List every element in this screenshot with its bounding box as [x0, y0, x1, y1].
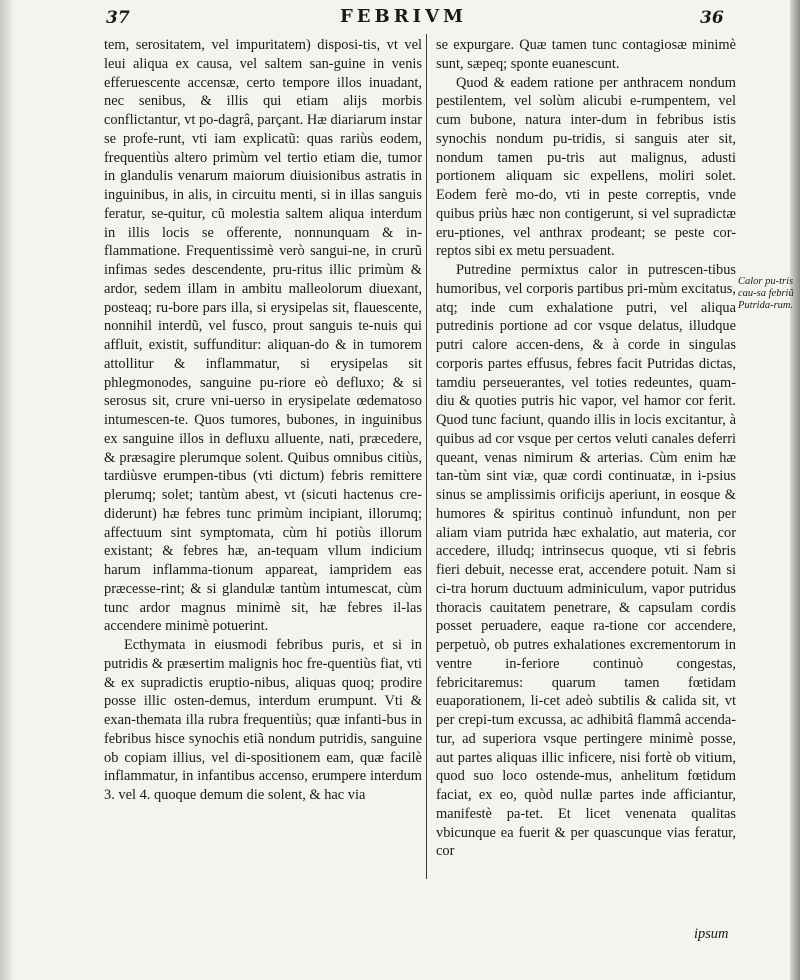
page-number-left: 37	[106, 8, 130, 28]
page-edge	[790, 0, 800, 980]
page-number-right: 36	[700, 8, 724, 28]
marginal-note: Calor pu-tris cau-sa febriũ Putrida-rum.	[738, 276, 794, 311]
running-title: FEBRIVM	[340, 6, 467, 27]
left-text-column	[104, 36, 422, 805]
paragraph: Quod & eadem ratione per anthracem nondum pestilentem, vel solùm alicubi e-rumpentem, vel cum bubone, natura inter-dum in febribus istis synochis nondum pu-tridis, si sanguis ater sit, nondum tamen pu-tris aut malignus, adusti portionem aliquam sic expellens, moliri solet. Eodem ferè mo-do, vti in peste correptis, vnde quibus priùs hæc non contigerunt, si vel supradictæ eru-ptiones, vel anthrax prodeant; se peste cor-reptos sibi ex metu persuadent.	[436, 74, 736, 260]
gutter-shadow	[0, 0, 14, 980]
paragraph: Ecthymata in eiusmodi febribus puris, et si in putridis & præsertim malignis hoc fre-quentiùs fiat, vti & ex supradictis eruptio-nibus, aliquas quoq; prodire posse illic osten-demus, interdum erumpunt. Vti & exan-themata illa rubra frequentiùs; quæ infanti-bus in febribus hisce synochis etiã nondum putridis, sanguine ob copiam illius, vel di-spositionem eam, quæ facilè inflammatur, in infantibus accenso, erumpere interdum 3. vel 4. quoque demum die solent, & hac via	[104, 637, 422, 803]
paragraph: se expurgare. Quæ tamen tunc contagiosæ minimè sunt, sæpeq; sponte euanescunt.	[436, 37, 736, 72]
right-text-column	[436, 36, 736, 861]
column-rule	[426, 34, 427, 879]
paragraph: tem, serositatem, vel impuritatem) disposi-tis, vt vel leui aliqua ex causa, vel saltem san-guine in venis efferuescente accensæ, certo tempore illos inuadant, nec senibus, & illis qui etiam alijs morbis conflictantur, vt po-dagrâ, parçant. Hæ diariarum instar se profe-runt, vti iam explicatũ: quas rariùs eodem, frequentiùs altero primùm vel tertio etiam die, tumor in glandulis venarum maiorum diuisionibus astratis in inguinibus, in alis, in circuitu menti, si in illas sanguis feratur, se-quitur, cũ molestia saltem aliqua interdum in illis locis se offerente, nonnunquam & in-flammatione. Frequentissimè verò sangui-ne, in crurũ infimas sedes descendente, pru-ritus illic primùm & ardor, sedem illam in ambitu malleolorum diuexant, posteaq; ru-bore pars illa, si erysipelas sit, flauescente, nonnihil interdũ, vel fusco, prout sanguis te-nuis qui affluit, existit, suffunditur: aliquan-do & in tumorem attollitur & inflammatur, si erysipelas sit phlegmonodes, sanguine pu-riore eò defluxo; & si serosus sit, crure vni-uerso in erysipelate œdematoso intumescen-te. Quos tumores, bubones, in inguinibus ex sanguine illos in defluxu alluente, nati, præcedere, & præsagire plerumque solent. Quibus omnibus citiùs, tardiùsve erumpen-tibus (vti dictum) febris remittere plerumq; solet; tantùm abest, vt (sicuti hactenus cre-diderunt) hæ febres tunc primùm incipiant, illorumq; affectuum sint symptomata, cùm hi potiùs illorum existant; & febres hæ, an-tequam vllum indicium harum inflamma-tionum appareat, iampridem eas præcesse-rint; & si glandulæ tantùm intumescat, cùm tunc ardor magnus minimè sit, hæ febres il-las accendere minimè potuerint.	[104, 37, 422, 635]
catchword: ipsum	[694, 926, 729, 942]
paragraph: Putredine permixtus calor in putrescen-tibus humoribus, vel corporis partibus pri-mùm excitatus, atq; inde cum exhalatione putri, vel aliqua putredinis portione ad cor vsque delatus, illudque putri calore accen-dens, & à corde in singulas corporis partes effusus, febres facit Putridas dictas, tamdiu perseuerantes, vel toties redeuntes, quam-diu & quoties putris hic vapor, vel hamor cor ferit. Quod tunc faciunt, quando illis in locis excitantur, à quibus ad cor vsque per certos veluti canales deferri queant, venas nimirum & arterias. Cùm enim hæ tan-tùm sint viæ, quæ cordi continuatæ, in i-psius sinus se amplissimis orificijs aperiunt, in eosque & humores & spiritus continuò infundunt, non per aliam viam putrida hæc exhalatio, aut materia, cor accedere, illudq; intrinsecus quoque, vti si febris fieri debuit, necesse erat, accendere potuit. Nam si ci-tra horum ductuum adminiculum, vapor putridus thoracis cauitatem penetrare, & capsulam cordis posset peruadere, eaque ra-tione cor accendere, perpetuò, ob putres exhalationes excrementorum in ventre in-feriore continuò congestas, febricitaremus: quarum tamen fœtidam euaporationem, li-cet adeò subtilis & calida sit, vt per crepi-tum excussa, ac adhibitâ flammâ accenda-tur, ad superiora vsque pertingere minimè posse, aut partes aliquas illic inficere, nisi fortè ob vitium, quod suo loco ostende-mus, anhelitum fœtidum faciat, ex eo, quòd nullæ partes inde afficiantur, manifestè pa-tet. Et licet venenata qualitas vbicunque ea fuerit & per quascunque vias feratur, cor	[436, 262, 736, 860]
